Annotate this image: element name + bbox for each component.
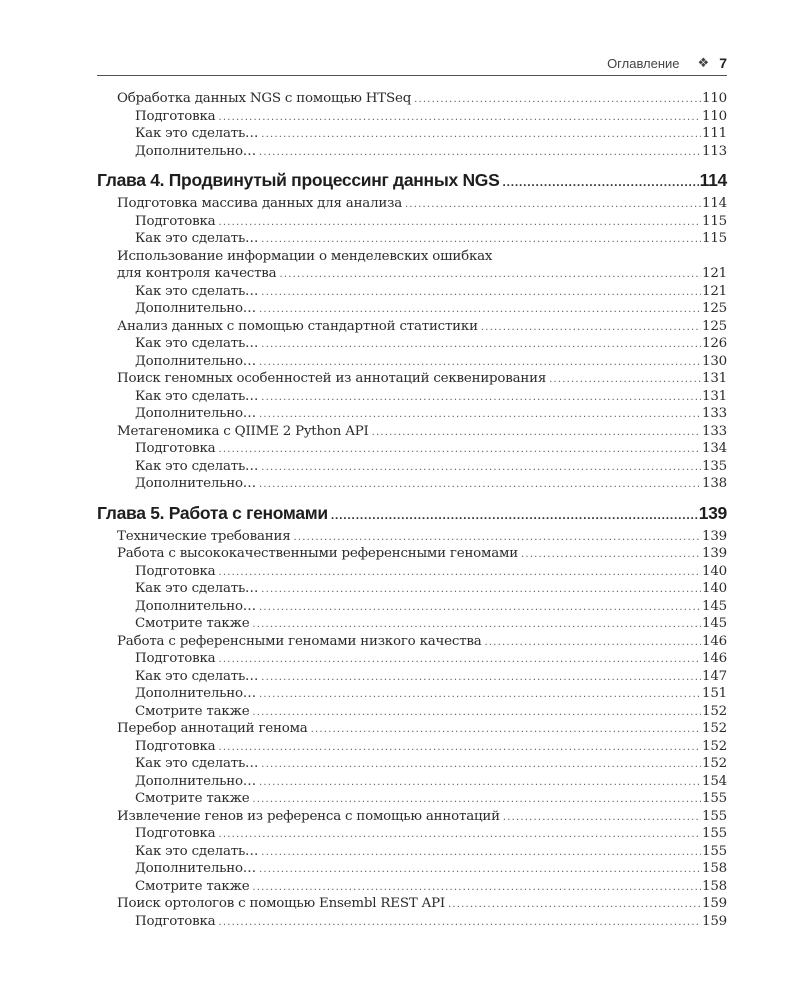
toc-entry[interactable] <box>97 633 727 651</box>
toc-entry-label: Дополнительно… <box>135 686 256 701</box>
leader-dots <box>218 214 701 232</box>
toc-entry[interactable] <box>97 580 727 598</box>
toc-entry[interactable] <box>97 370 727 388</box>
leader-dots <box>331 504 698 526</box>
toc-entry[interactable] <box>97 598 727 616</box>
toc-entry-page: 154 <box>702 773 727 789</box>
toc-entry[interactable] <box>97 878 727 896</box>
toc-entry-label: Поиск геномных особенностей из аннотаций секвенирования <box>117 371 547 386</box>
toc-entry[interactable] <box>97 143 727 161</box>
toc-entry[interactable] <box>97 458 727 476</box>
toc-entry[interactable] <box>97 808 727 826</box>
leader-dots <box>261 389 701 407</box>
toc-entry-page: 155 <box>702 791 727 806</box>
toc-entry-page: 159 <box>702 913 727 929</box>
toc-entry-label: Анализ данных с помощью стандартной статистики <box>117 318 478 334</box>
leader-dots <box>261 844 701 862</box>
toc-entry-label: Смотрите также <box>135 878 250 894</box>
toc-entry[interactable] <box>97 265 727 283</box>
leader-dots <box>261 336 701 354</box>
toc-entry-page: 158 <box>702 861 727 876</box>
section-title: Оглавление <box>607 55 680 71</box>
toc-entry-label: Как это сделать… <box>135 843 259 859</box>
leader-dots <box>259 144 701 162</box>
toc-entry-page: 152 <box>702 756 727 771</box>
toc-entry-label: Глава 5. Работа с геномами <box>97 502 328 523</box>
toc-entry-page: 152 <box>702 721 727 736</box>
toc-entry[interactable] <box>97 230 727 248</box>
leader-dots <box>261 459 701 477</box>
leader-dots <box>259 301 701 319</box>
toc-entry[interactable] <box>97 318 727 336</box>
toc-entry-label: Поиск ортологов с помощью Ensembl REST API <box>117 896 446 911</box>
leader-dots <box>218 651 701 669</box>
leader-dots <box>218 914 701 932</box>
leader-dots <box>259 686 701 704</box>
toc-entry-page: 151 <box>702 686 727 701</box>
toc-entry-label: Работа с референсными геномами низкого качества <box>117 633 482 649</box>
toc-entry[interactable] <box>97 703 727 721</box>
leader-dots <box>252 791 701 809</box>
leader-dots <box>405 196 701 214</box>
toc-entry-label: Подготовка <box>135 913 216 929</box>
toc-entry[interactable] <box>97 528 727 546</box>
toc-entry-label: Как это сделать… <box>135 668 259 684</box>
toc-entry[interactable] <box>97 790 727 808</box>
toc-entry-page: 155 <box>702 843 727 859</box>
toc-entry-page: 146 <box>702 633 727 649</box>
toc-entry-page: 133 <box>702 406 727 421</box>
toc-entry-label: Дополнительно… <box>135 476 256 491</box>
toc-entry[interactable] <box>97 423 727 441</box>
toc-entry[interactable] <box>97 108 727 126</box>
leader-dots <box>503 809 701 827</box>
toc-entry-page: 138 <box>702 476 727 491</box>
toc-entry-label: Подготовка <box>135 738 216 754</box>
toc-entry[interactable] <box>97 563 727 581</box>
toc-entry-page: 145 <box>702 616 727 631</box>
toc-entry[interactable] <box>97 90 727 108</box>
toc-entry-page: 147 <box>702 668 727 684</box>
ornament-icon: ❖ <box>697 55 710 70</box>
toc-entry-label: Подготовка <box>135 826 216 841</box>
toc-entry-page: 113 <box>702 143 727 159</box>
toc-entry-page: 145 <box>702 598 727 614</box>
toc-entry-label: Подготовка <box>135 213 216 229</box>
toc-entry-page: 139 <box>702 528 727 544</box>
toc-entry-page: 125 <box>702 318 727 334</box>
toc-entry-page: 159 <box>702 896 727 911</box>
toc-entry[interactable] <box>97 335 727 353</box>
leader-dots <box>502 171 698 193</box>
toc-entry-page: 114 <box>699 170 727 190</box>
leader-dots <box>218 441 701 459</box>
toc-entry-label: Извлечение генов из референса с помощью аннотаций <box>117 808 500 824</box>
toc-entry[interactable] <box>97 405 727 423</box>
toc-entry-label: Дополнительно… <box>135 353 256 369</box>
leader-dots <box>481 319 701 337</box>
leader-dots <box>259 406 701 424</box>
toc-entry-label: Глава 4. Продвинутый процессинг данных NGS <box>97 170 500 190</box>
toc-entry-label: Смотрите также <box>135 703 250 719</box>
leader-dots <box>549 371 701 389</box>
toc-entry[interactable] <box>97 895 727 913</box>
toc-entry-label: Смотрите также <box>135 616 250 631</box>
toc-entry[interactable] <box>97 125 727 143</box>
toc-entry-label: Дополнительно… <box>135 861 256 876</box>
leader-dots <box>261 669 701 687</box>
toc-entry-page: 139 <box>702 546 727 561</box>
toc-entry[interactable] <box>97 545 727 563</box>
toc-entry-page: 115 <box>702 231 727 246</box>
toc-entry-label: Обработка данных NGS с помощью HTSeq <box>117 91 412 106</box>
toc-entry[interactable] <box>97 860 727 878</box>
toc-entry-label: Дополнительно… <box>135 773 256 789</box>
toc-entry-page: 140 <box>702 581 727 596</box>
toc-entry-label: Как это сделать… <box>135 756 259 771</box>
leader-dots <box>279 266 701 284</box>
leader-dots <box>485 634 702 652</box>
leader-dots <box>259 476 701 494</box>
toc-entry-label: Подготовка <box>135 563 216 579</box>
leader-dots <box>261 284 701 302</box>
leader-dots <box>218 564 701 582</box>
leader-dots <box>448 896 701 914</box>
leader-dots <box>259 354 701 372</box>
page-number: 7 <box>719 55 727 71</box>
leader-dots <box>261 581 701 599</box>
toc-entry-page: 155 <box>702 826 727 841</box>
toc-entry-page: 130 <box>702 353 727 369</box>
toc-entry-page: 126 <box>702 336 727 351</box>
leader-dots <box>259 599 701 617</box>
toc-entry-label: Как это сделать… <box>135 458 259 474</box>
leader-dots <box>261 126 701 144</box>
toc-entry[interactable] <box>97 300 727 318</box>
toc-entry-label: Работа с высококачественными референсными геномами <box>117 546 518 561</box>
leader-dots <box>252 879 701 897</box>
toc-entry-page: 131 <box>702 371 727 386</box>
toc-entry[interactable] <box>97 720 727 738</box>
toc-entry[interactable] <box>97 475 727 493</box>
toc-entry-page: 115 <box>702 213 727 229</box>
toc-entry-page: 155 <box>702 808 727 824</box>
toc-entry-page: 139 <box>698 502 727 523</box>
toc-entry-page: 125 <box>702 301 727 316</box>
toc-entry-label: Как это сделать… <box>135 283 259 299</box>
running-header <box>97 52 727 74</box>
toc-entry[interactable] <box>97 773 727 791</box>
toc-entry-label: Перебор аннотаций генома <box>117 721 308 736</box>
toc-entry[interactable] <box>97 283 727 301</box>
toc-entry[interactable] <box>97 843 727 861</box>
toc-chapter-entry[interactable] <box>97 169 727 191</box>
toc-entry-label-line[interactable]: Использование информации о менделевских ошибках <box>117 248 493 264</box>
toc-entry-page: 146 <box>702 651 727 666</box>
toc-entry-page: 152 <box>702 703 727 719</box>
toc-entry-page: 110 <box>702 91 727 106</box>
toc-entry[interactable] <box>97 213 727 231</box>
leader-dots <box>521 546 701 564</box>
toc-entry-label: для контроля качества <box>117 266 277 281</box>
toc-entry-label: Подготовка массива данных для анализа <box>117 196 402 211</box>
toc-entry[interactable] <box>97 738 727 756</box>
toc-entry[interactable] <box>97 668 727 686</box>
leader-dots <box>252 616 701 634</box>
leader-dots <box>293 529 701 547</box>
toc-entry[interactable] <box>97 913 727 931</box>
toc-entry-label: Как это сделать… <box>135 581 259 596</box>
toc-entry-label: Дополнительно… <box>135 143 256 159</box>
toc-entry[interactable] <box>97 685 727 703</box>
leader-dots <box>261 756 701 774</box>
toc-entry[interactable] <box>97 440 727 458</box>
leader-dots <box>252 704 701 722</box>
toc-entry-label: Смотрите также <box>135 791 250 806</box>
toc-entry-page: 110 <box>702 108 727 124</box>
toc-entry-page: 121 <box>702 266 727 281</box>
toc-chapter-entry[interactable] <box>97 502 727 524</box>
toc-entry-label: Метагеномика с QIIME 2 Python API <box>117 423 369 439</box>
toc-entry-page: 131 <box>702 388 727 404</box>
leader-dots <box>259 774 701 792</box>
toc-entry-page: 114 <box>702 196 727 211</box>
toc-entry[interactable] <box>97 650 727 668</box>
leader-dots <box>218 109 701 127</box>
toc-entry-page: 158 <box>702 878 727 894</box>
toc-entry[interactable] <box>97 353 727 371</box>
toc-entry[interactable] <box>97 825 727 843</box>
toc-entry-label: Технические требования <box>117 528 291 544</box>
header-rule <box>97 75 727 76</box>
toc-entry-label: Как это сделать… <box>135 126 259 141</box>
toc-entry-page: 111 <box>702 126 727 141</box>
leader-dots <box>261 231 701 249</box>
toc-entry[interactable] <box>97 195 727 213</box>
toc-entry-label: Подготовка <box>135 108 216 124</box>
toc-entry-label: Как это сделать… <box>135 388 259 404</box>
toc-entry-page: 135 <box>702 458 727 474</box>
toc-entry[interactable] <box>97 615 727 633</box>
toc-entry[interactable] <box>97 755 727 773</box>
toc-entry-label: Дополнительно… <box>135 301 256 316</box>
table-of-contents <box>97 90 727 930</box>
toc-entry-label: Подготовка <box>135 651 216 666</box>
toc-entry-label: Дополнительно… <box>135 406 256 421</box>
toc-entry-label: Как это сделать… <box>135 336 259 351</box>
leader-dots <box>311 721 701 739</box>
leader-dots <box>218 826 701 844</box>
leader-dots <box>218 739 701 757</box>
toc-entry-page: 121 <box>702 283 727 299</box>
leader-dots <box>259 861 701 879</box>
toc-entry-page: 134 <box>702 441 727 456</box>
leader-dots <box>372 424 701 442</box>
toc-entry-page: 133 <box>702 423 727 439</box>
toc-entry-page: 140 <box>702 563 727 579</box>
toc-entry-label: Дополнительно… <box>135 598 256 614</box>
toc-entry-label: Подготовка <box>135 441 216 456</box>
leader-dots <box>414 91 701 109</box>
toc-entry[interactable] <box>97 388 727 406</box>
toc-entry-page: 152 <box>702 738 727 754</box>
toc-entry-label: Как это сделать… <box>135 231 259 246</box>
